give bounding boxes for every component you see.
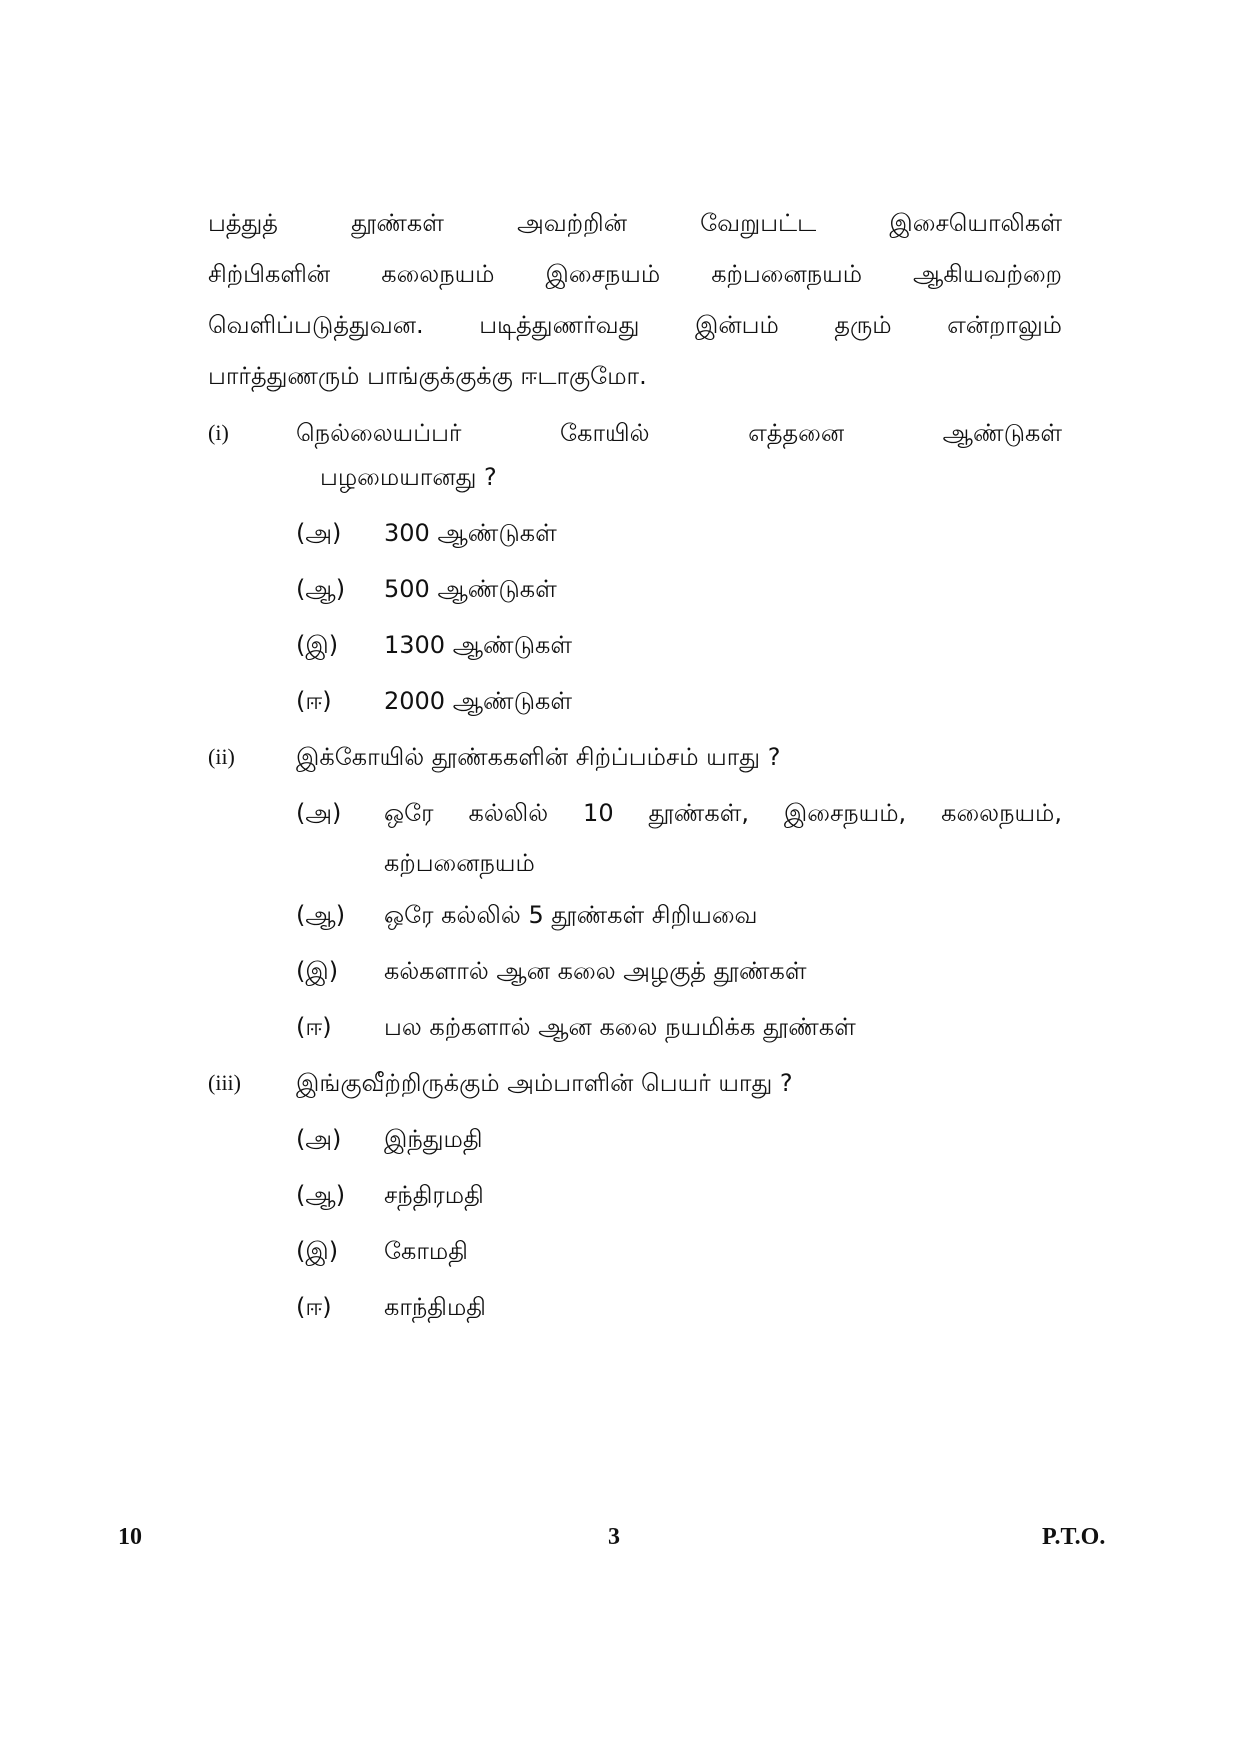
option-ii: [296, 1002, 1062, 1052]
option-i: [296, 1226, 1062, 1276]
option-a: [296, 788, 1062, 888]
question-text: இங்குவீற்றிருக்கும் அம்பாளின் பெயர் யாது ?: [296, 1069, 793, 1097]
question-text: நெல்லையப்பர் கோயில் எத்தனை ஆண்டுகள்: [296, 419, 1062, 447]
option-ii: [296, 1282, 1062, 1332]
question-number: (i): [208, 420, 229, 445]
option-text: பல கற்களால் ஆன கலை நயமிக்க தூண்கள்: [384, 1013, 856, 1041]
option-text: சந்திரமதி: [384, 1181, 484, 1209]
option-label: (இ): [296, 1237, 339, 1265]
option-label: (இ): [296, 957, 339, 985]
option-ii: [296, 676, 1062, 726]
option-text-continuation: கற்பனைநயம்: [384, 849, 535, 877]
option-i: [296, 946, 1062, 996]
question-number: (iii): [208, 1070, 241, 1095]
option-label: (ஆ): [296, 1181, 346, 1209]
passage-line: சிற்பிகளின் கலைநயம் இசைநயம் கற்பனைநயம் ஆகியவற்றை: [208, 260, 1062, 288]
option-label: (அ): [296, 799, 342, 827]
option-label: (ஈ): [296, 1013, 332, 1041]
option-label: (ஈ): [296, 687, 332, 715]
option-a: [296, 1114, 1062, 1164]
question-text-continuation: பழமையானது ?: [320, 463, 497, 491]
option-text: 1300 ஆண்டுகள்: [384, 631, 573, 659]
page-number: 3: [608, 1524, 620, 1550]
option-aa: [296, 564, 1062, 614]
passage-line: பார்த்துணரும் பாங்குக்குக்கு ஈடாகுமோ.: [208, 362, 647, 390]
option-label: (ஈ): [296, 1293, 332, 1321]
option-label: (இ): [296, 631, 339, 659]
option-label: (ஆ): [296, 901, 346, 929]
option-i: [296, 620, 1062, 670]
passage-line: பத்துத் தூண்கள் அவற்றின் வேறுபட்ட இசையொலிகள்: [208, 209, 1062, 237]
option-text: 300 ஆண்டுகள்: [384, 519, 557, 547]
option-text: 2000 ஆண்டுகள்: [384, 687, 573, 715]
option-label: (அ): [296, 519, 342, 547]
option-aa: [296, 890, 1062, 940]
option-text: காந்திமதி: [384, 1293, 486, 1321]
option-text: ஒரே கல்லில் 10 தூண்கள், இசைநயம், கலைநயம்,: [384, 799, 1062, 827]
please-turn-over: P.T.O.: [1042, 1524, 1106, 1550]
option-a: [296, 508, 1062, 558]
question-text: இக்கோயில் தூண்ககளின் சிற்ப்பம்சம் யாது ?: [296, 743, 781, 771]
option-label: (அ): [296, 1125, 342, 1153]
option-text: கல்களால் ஆன கலை அழகுத் தூண்கள்: [384, 957, 807, 985]
option-aa: [296, 1170, 1062, 1220]
question-number: (ii): [208, 744, 235, 769]
footer-code: 10: [118, 1524, 142, 1550]
passage-line: வெளிப்படுத்துவன. படித்துணர்வது இன்பம் தரும் என்றாலும்: [208, 311, 1062, 339]
passage: [208, 198, 1062, 402]
option-text: 500 ஆண்டுகள்: [384, 575, 557, 603]
option-label: (ஆ): [296, 575, 346, 603]
option-text: கோமதி: [384, 1237, 468, 1265]
option-text: இந்துமதி: [384, 1125, 483, 1153]
option-text: ஒரே கல்லில் 5 தூண்கள் சிறியவை: [384, 901, 758, 929]
